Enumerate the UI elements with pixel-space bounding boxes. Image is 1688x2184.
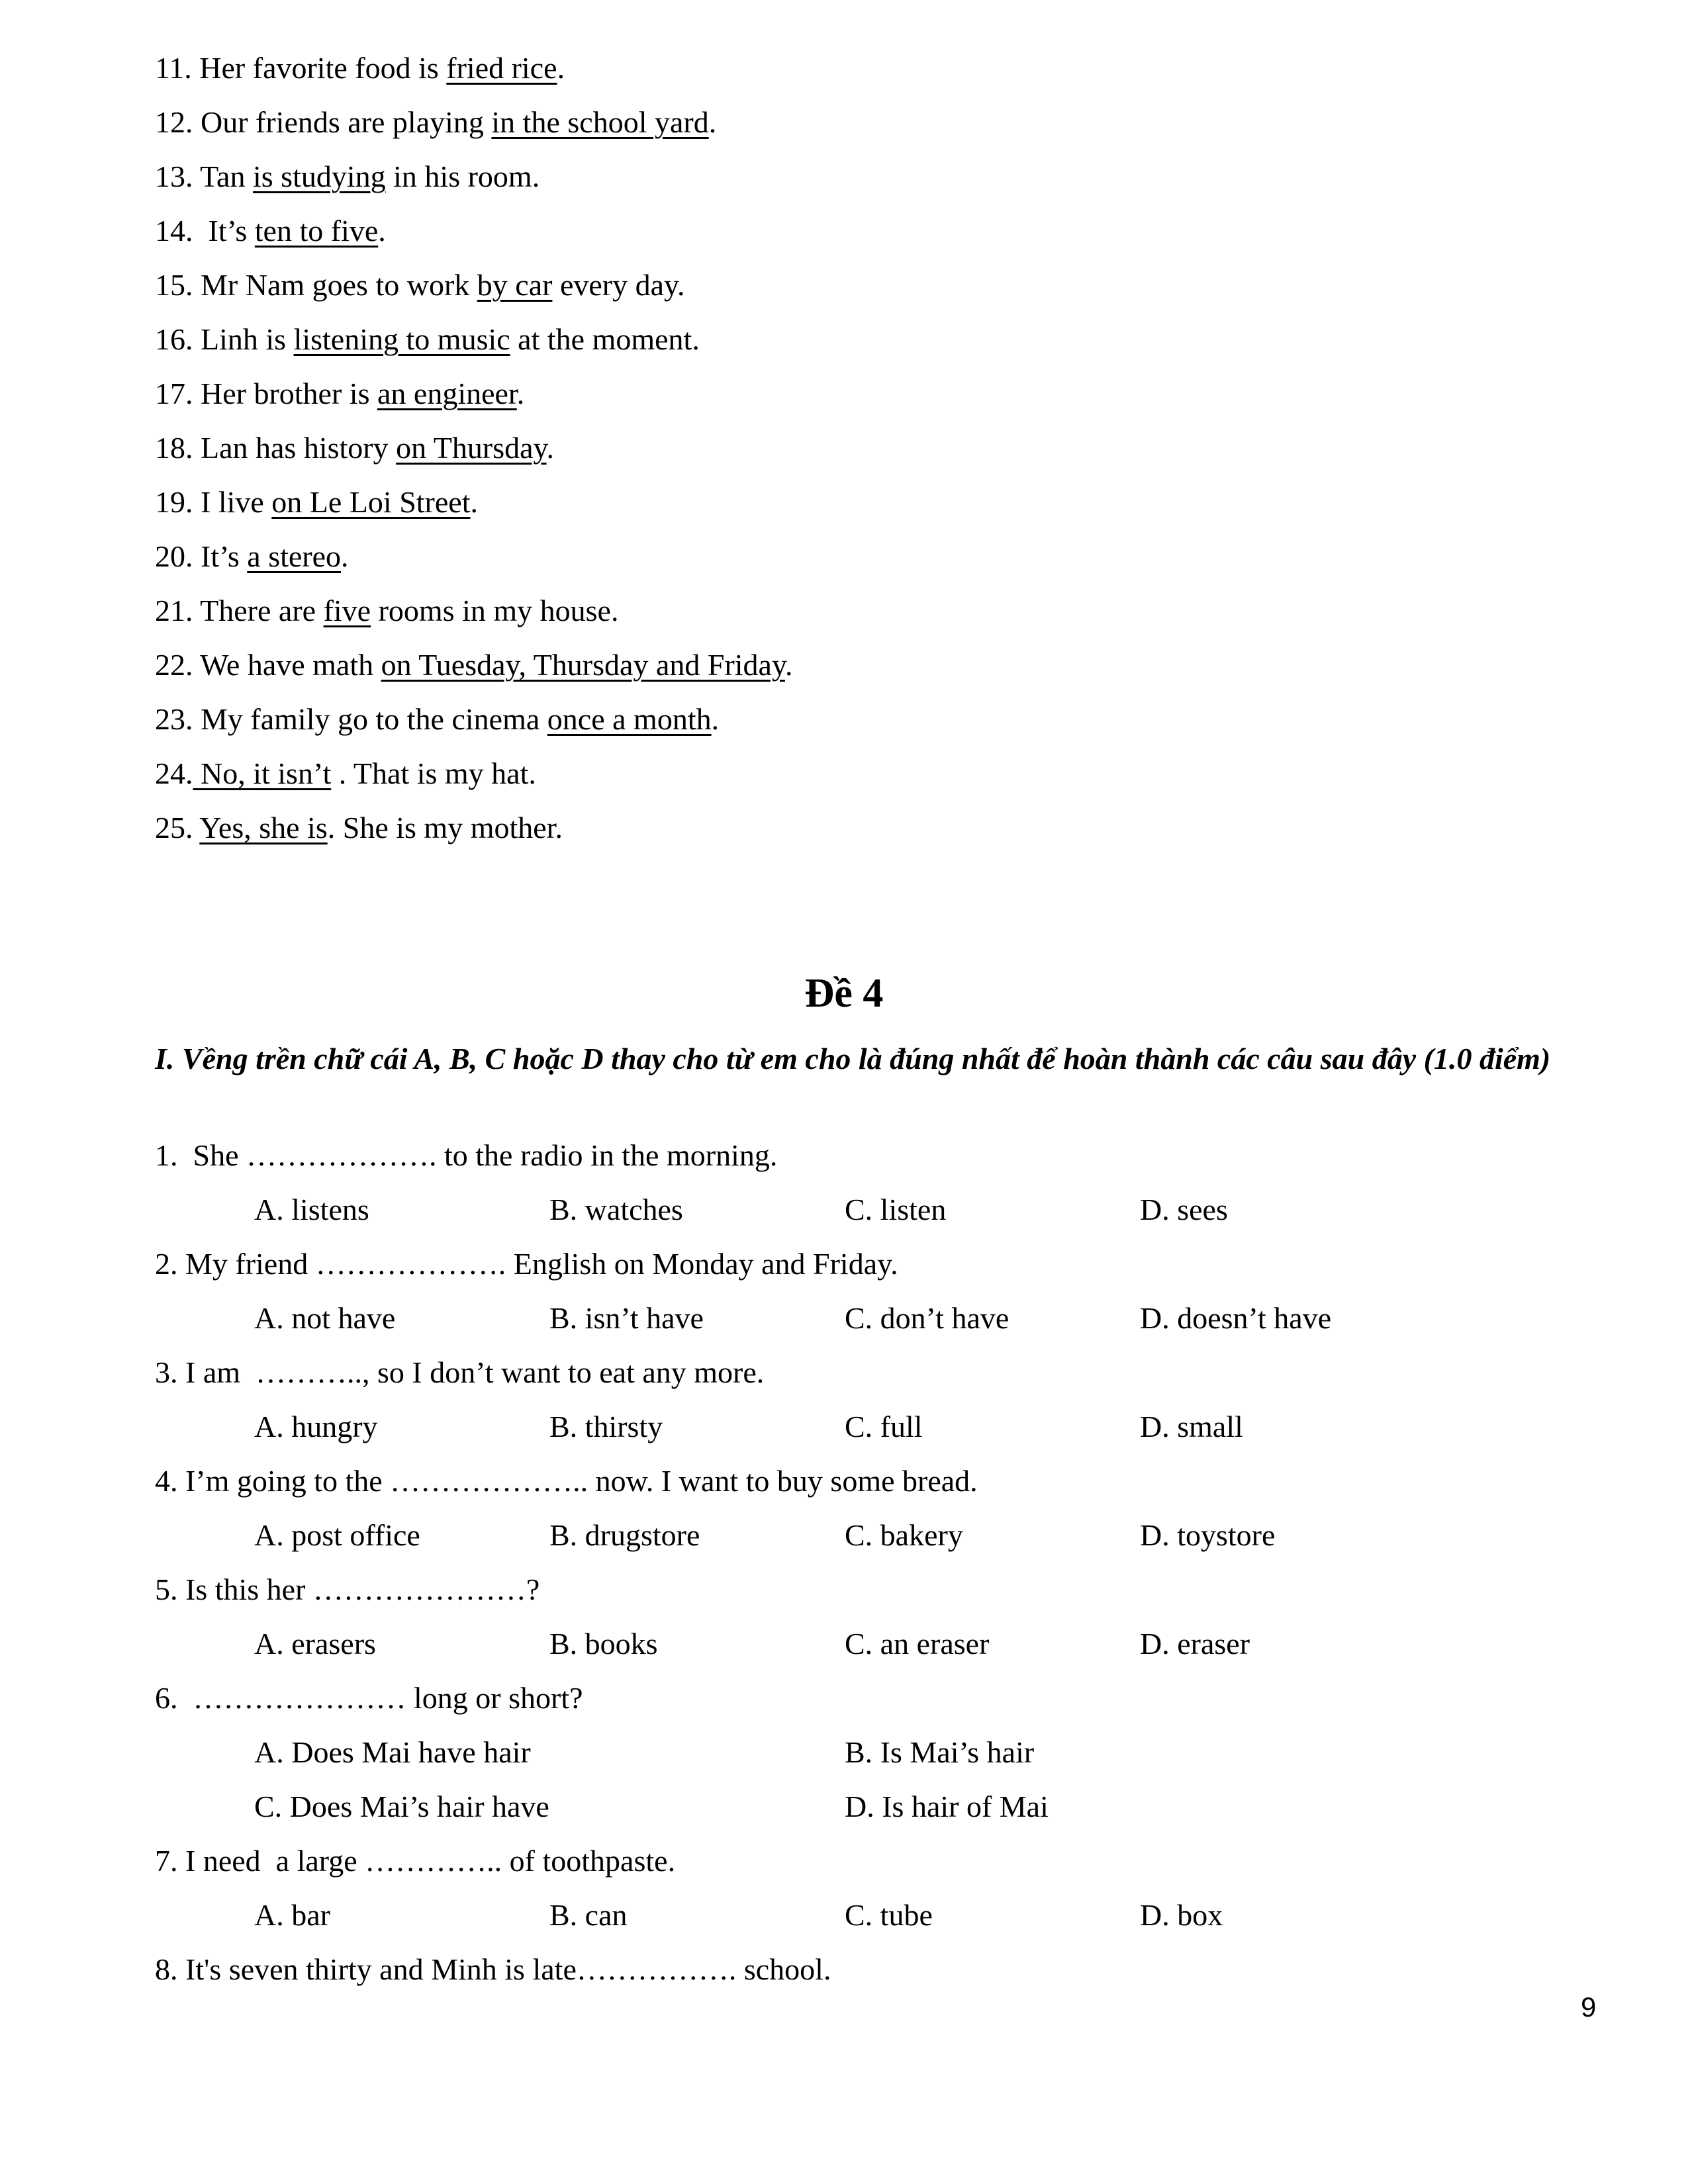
q4-option-b[interactable]: B. drugstore (549, 1518, 700, 1552)
q5-option-d[interactable]: D. eraser (1140, 1627, 1250, 1661)
q1-option-a[interactable]: A. listens (254, 1193, 369, 1226)
q5-option-a[interactable]: A. erasers (254, 1627, 376, 1661)
answer-line-14: 14. It’s ten to five. (155, 214, 386, 248)
answer-line-13: 13. Tan is studying in his room. (155, 159, 540, 193)
answer-line-22: 22. We have math on Tuesday, Thursday and Friday. (155, 648, 793, 682)
question-7: 7. I need a large ………….. of toothpaste. (155, 1844, 676, 1878)
section-instruction: I. Vềng trền chữ cái A, B, C hoặc D thay cho từ em cho là đúng nhất để hoàn thành các câu sau đây (1.0 điểm) (155, 1042, 1551, 1075)
q3-option-c[interactable]: C. full (845, 1410, 923, 1443)
answer-line-20: 20. It’s a stereo. (155, 539, 349, 573)
q6-option-c[interactable]: C. Does Mai’s hair have (254, 1790, 549, 1823)
answer-line-18: 18. Lan has history on Thursday. (155, 431, 555, 465)
question-5: 5. Is this her …………………? (155, 1572, 540, 1606)
question-3: 3. I am ……….., so I don’t want to eat any more. (155, 1355, 765, 1389)
answer-line-21: 21. There are five rooms in my house. (155, 594, 619, 627)
answer-line-23: 23. My family go to the cinema once a month. (155, 702, 720, 736)
q7-option-a[interactable]: A. bar (254, 1898, 330, 1932)
question-1: 1. She ………………. to the radio in the morning. (155, 1138, 778, 1172)
q4-option-a[interactable]: A. post office (254, 1518, 420, 1552)
answer-line-15: 15. Mr Nam goes to work by car every day. (155, 268, 685, 302)
q6-option-d[interactable]: D. Is hair of Mai (845, 1790, 1049, 1823)
answer-line-19: 19. I live on Le Loi Street. (155, 485, 478, 519)
q3-option-d[interactable]: D. small (1140, 1410, 1243, 1443)
q3-option-b[interactable]: B. thirsty (549, 1410, 663, 1443)
q1-option-b[interactable]: B. watches (549, 1193, 683, 1226)
answer-line-16: 16. Linh is listening to music at the moment. (155, 322, 700, 356)
answer-line-11: 11. Her favorite food is fried rice. (155, 51, 565, 85)
q4-option-d[interactable]: D. toystore (1140, 1518, 1276, 1552)
answer-line-25: 25. Yes, she is. She is my mother. (155, 811, 563, 844)
q2-option-d[interactable]: D. doesn’t have (1140, 1301, 1332, 1335)
answer-line-24: 24. No, it isn’t . That is my hat. (155, 756, 536, 790)
answer-line-12: 12. Our friends are playing in the school yard. (155, 105, 717, 139)
q5-option-c[interactable]: C. an eraser (845, 1627, 990, 1661)
q2-option-a[interactable]: A. not have (254, 1301, 396, 1335)
answer-line-17: 17. Her brother is an engineer. (155, 377, 525, 410)
question-6: 6. ………………… long or short? (155, 1681, 583, 1715)
q3-option-a[interactable]: A. hungry (254, 1410, 378, 1443)
question-2: 2. My friend ………………. English on Monday and Friday. (155, 1247, 898, 1281)
page-number: 9 (1581, 1991, 1597, 2023)
q6-option-a[interactable]: A. Does Mai have hair (254, 1735, 531, 1769)
q7-option-d[interactable]: D. box (1140, 1898, 1223, 1932)
q1-option-c[interactable]: C. listen (845, 1193, 947, 1226)
q7-option-c[interactable]: C. tube (845, 1898, 933, 1932)
exam-title: Đề 4 (804, 971, 884, 1016)
q1-option-d[interactable]: D. sees (1140, 1193, 1228, 1226)
question-8: 8. It's seven thirty and Minh is late……………. school. (155, 1952, 831, 1986)
q6-option-b[interactable]: B. Is Mai’s hair (845, 1735, 1035, 1769)
q2-option-c[interactable]: C. don’t have (845, 1301, 1009, 1335)
q4-option-c[interactable]: C. bakery (845, 1518, 963, 1552)
q5-option-b[interactable]: B. books (549, 1627, 658, 1661)
q2-option-b[interactable]: B. isn’t have (549, 1301, 704, 1335)
question-4: 4. I’m going to the ……………….. now. I want to buy some bread. (155, 1464, 978, 1498)
q7-option-b[interactable]: B. can (549, 1898, 628, 1932)
